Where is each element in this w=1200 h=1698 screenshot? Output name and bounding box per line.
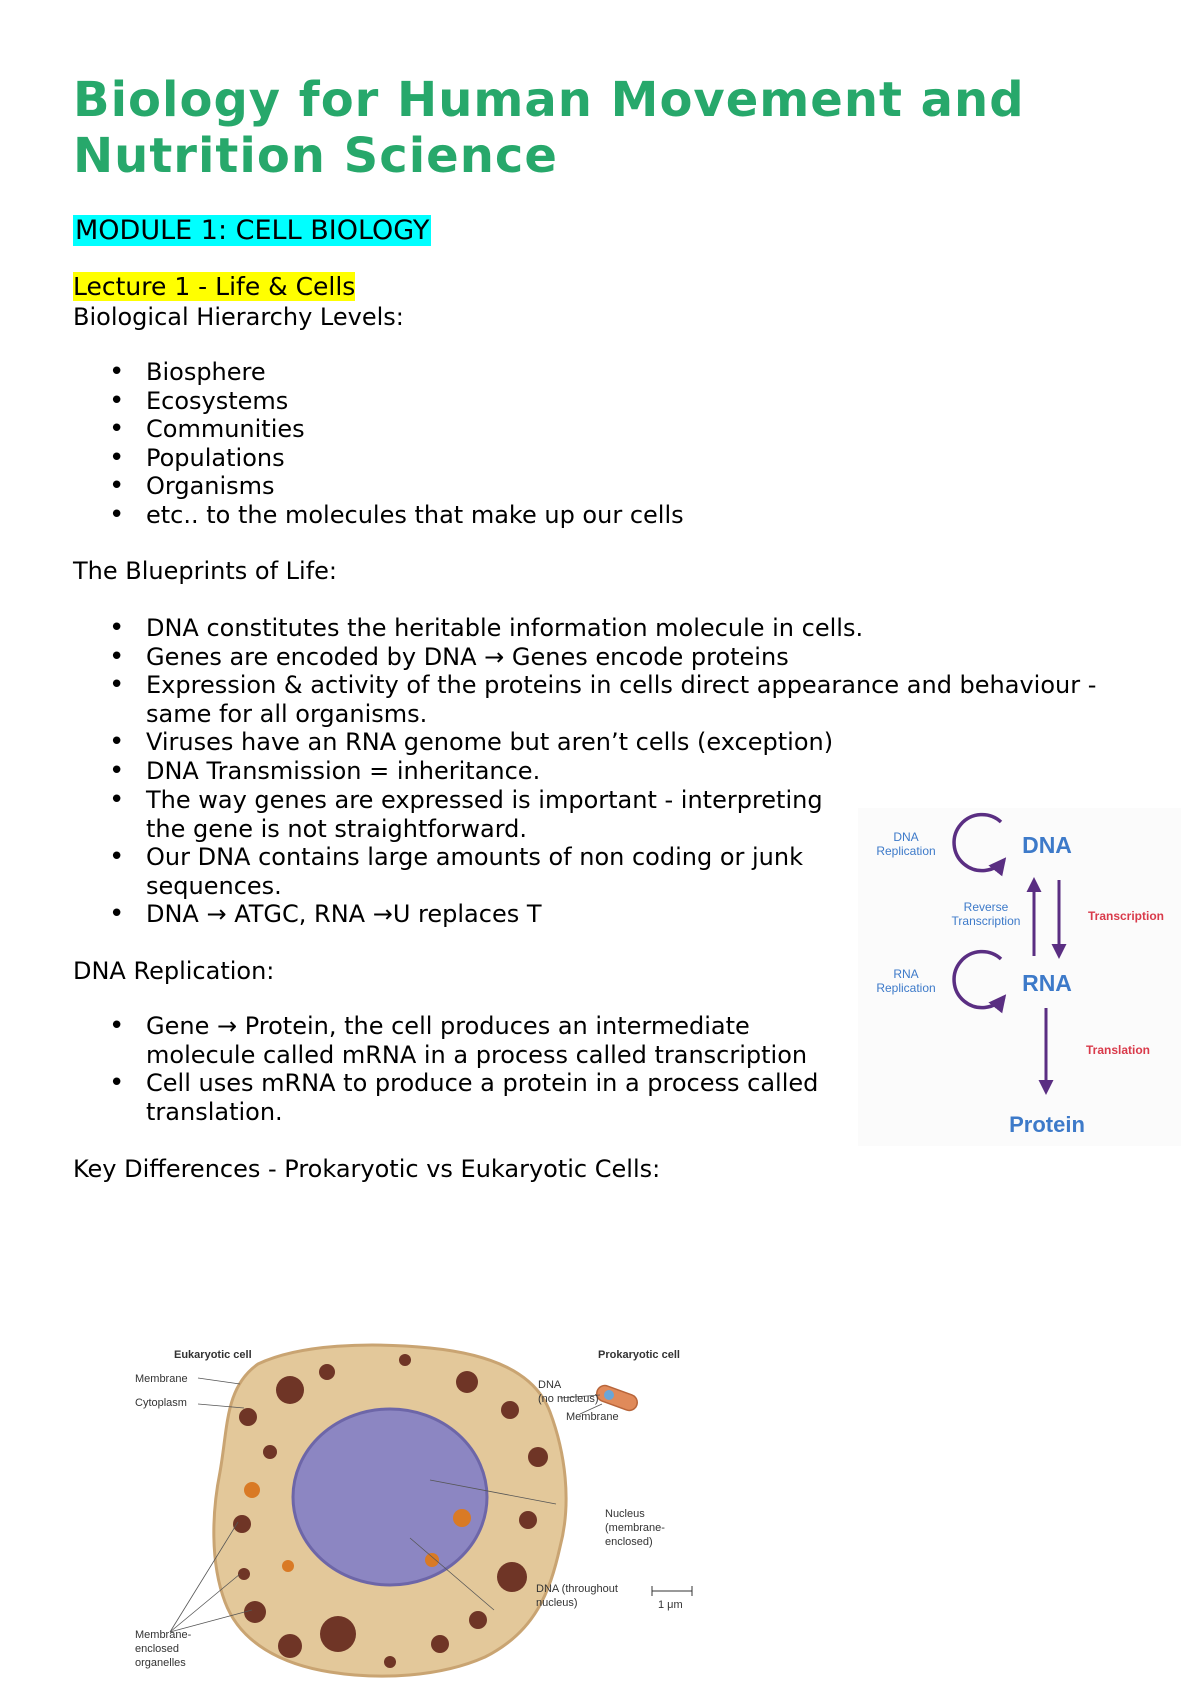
prokaryotic-membrane-label: Membrane bbox=[566, 1411, 619, 1423]
reverse-transcription-label-2: Transcription bbox=[951, 914, 1021, 928]
organelles-label-2: enclosed bbox=[135, 1643, 180, 1655]
list-item: • etc.. to the molecules that make up our cells bbox=[73, 501, 1133, 530]
list-item: • Our DNA contains large amounts of non coding or junk sequences. bbox=[73, 843, 863, 900]
central-dogma-diagram bbox=[858, 808, 1181, 1146]
rna-label: RNA bbox=[1022, 970, 1072, 996]
nucleus-shape bbox=[293, 1409, 487, 1585]
dna-throughout-label-1: DNA (throughout bbox=[536, 1583, 618, 1595]
dna-replication-label-1: DNA bbox=[893, 830, 919, 844]
dna-replication-label-2: Replication bbox=[876, 844, 936, 858]
differences-heading: Key Differences - Prokaryotic vs Eukaryotic Cells: bbox=[73, 1155, 661, 1183]
list-item: • DNA Transmission = inheritance. bbox=[73, 757, 1133, 786]
protein-label: Protein bbox=[1009, 1112, 1085, 1137]
blueprints-list-a bbox=[73, 614, 1133, 785]
list-item: • Genes are encoded by DNA → Genes encode proteins bbox=[73, 643, 1133, 672]
blueprints-list-b bbox=[73, 786, 863, 929]
list-item: • Viruses have an RNA genome but aren’t cells (exception) bbox=[73, 728, 1133, 757]
nucleus-label-2: (membrane- bbox=[605, 1522, 665, 1534]
list-item: • Biosphere bbox=[73, 358, 1133, 387]
lecture-heading bbox=[73, 272, 355, 302]
list-item: • DNA constitutes the heritable information molecule in cells. bbox=[73, 614, 1133, 643]
dna-no-nucleus-label-1: DNA bbox=[538, 1379, 562, 1391]
list-item: • DNA → ATGC, RNA →U replaces T bbox=[73, 900, 863, 929]
prokaryotic-dna-shape bbox=[604, 1390, 614, 1400]
list-item: • The way genes are expressed is important - interpreting the gene is not straightforward. bbox=[73, 786, 863, 843]
list-item: • Organisms bbox=[73, 472, 1133, 501]
module-heading bbox=[73, 214, 431, 248]
list-item: • Ecosystems bbox=[73, 387, 1133, 416]
hierarchy-heading: Biological Hierarchy Levels: bbox=[73, 303, 404, 331]
scale-bar bbox=[652, 1586, 692, 1596]
list-item: • Populations bbox=[73, 444, 1133, 473]
organelles-label-1: Membrane- bbox=[135, 1629, 192, 1641]
cytoplasm-label: Cytoplasm bbox=[135, 1397, 187, 1409]
blueprints-heading: The Blueprints of Life: bbox=[73, 557, 337, 585]
list-item: • Expression & activity of the proteins in cells direct appearance and behaviour - same for all organisms. bbox=[73, 671, 1133, 728]
organelles-label-3: organelles bbox=[135, 1657, 186, 1669]
replication-heading: DNA Replication: bbox=[73, 957, 275, 985]
dna-no-nucleus-label-2: (no nucleus) bbox=[538, 1393, 599, 1405]
list-item: • Gene → Protein, the cell produces an intermediate molecule called mRNA in a process called transcription bbox=[73, 1012, 863, 1069]
membrane-label: Membrane bbox=[135, 1373, 188, 1385]
scale-bar-label: 1 μm bbox=[658, 1599, 683, 1611]
translation-label: Translation bbox=[1085, 1043, 1151, 1057]
nucleus-label-1: Nucleus bbox=[605, 1508, 645, 1520]
rna-replication-label-1: RNA bbox=[893, 967, 919, 981]
nucleus-label-3: enclosed) bbox=[605, 1536, 653, 1548]
module-heading-label: MODULE 1: CELL BIOLOGY bbox=[75, 215, 430, 246]
dna-throughout-label-2: nucleus) bbox=[536, 1597, 578, 1609]
list-item: • Cell uses mRNA to produce a protein in a process called translation. bbox=[73, 1069, 863, 1126]
eukaryotic-cell-title: Eukaryotic cell bbox=[174, 1349, 252, 1361]
cell-comparison-diagram bbox=[135, 1342, 700, 1682]
replication-list bbox=[73, 1012, 863, 1126]
lecture-heading-label: Lecture 1 - Life & Cells bbox=[73, 272, 356, 301]
document-title: Biology for Human Movement and Nutrition Science bbox=[73, 72, 1025, 184]
prokaryotic-cell-shape bbox=[595, 1383, 640, 1412]
rna-replication-label-2: Replication bbox=[876, 981, 936, 995]
hierarchy-list bbox=[73, 358, 1133, 529]
list-item: • Communities bbox=[73, 415, 1133, 444]
prokaryotic-cell-title: Prokaryotic cell bbox=[598, 1349, 680, 1361]
transcription-label: Transcription bbox=[1087, 909, 1165, 923]
reverse-transcription-label-1: Reverse bbox=[963, 900, 1009, 914]
dna-label: DNA bbox=[1022, 832, 1072, 858]
